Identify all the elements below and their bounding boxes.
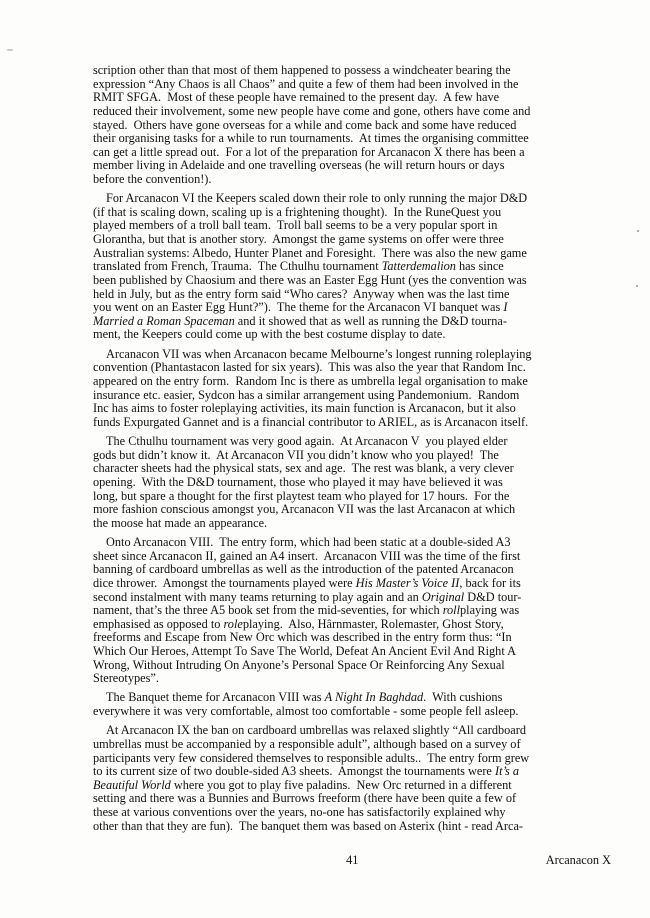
text-line: ment, the Keepers could come up with the best costume display to date. (93, 327, 446, 342)
paragraph (93, 435, 615, 530)
text-line: the moose hat made an appearance. (93, 515, 268, 530)
text-line: to its current size of two double-sided A3 sheets. Amongst the tournaments were It’s a (93, 764, 519, 779)
text-line: funds Expurgated Gannet and is a financial contributor to ARIEL, as is Arcanacon itself. (93, 414, 529, 429)
text-line: more fashion conscious amongst you, Arcanacon VII was the last Arcanacon at which (93, 502, 516, 517)
text-line: expression “Any Chaos is all Chaos” and quite a few of them had been involved in the (93, 76, 519, 91)
text-line: sheet since Arcanacon II, gained an A4 insert. Arcanacon VIII was the time of the first (93, 548, 521, 563)
text-line: their organising tasks for a while to run tournaments. At times the organising committee (93, 131, 529, 146)
text-line: played members of a troll ball team. Troll ball seems to be a very popular sport in (93, 218, 498, 233)
text-line: character sheets had the physical stats, sex and age. The rest was blank, a very clever (93, 461, 514, 476)
text-line: participants very few considered themselves to responsible adults.. The entry form grew (93, 750, 530, 765)
paragraph (93, 536, 615, 686)
paragraph (93, 724, 615, 833)
text-line: Onto Arcanacon VIII. The entry form, which had been static at a double-sided A3 (106, 535, 511, 549)
text-line: these at various conventions over the years, no-one has satisfactorily explained why (93, 805, 506, 820)
paragraph (93, 348, 615, 430)
paragraph (93, 192, 615, 342)
text-line: Which Our Heroes, Attempt To Save The World, Defeat An Ancient Evil And Right A (93, 644, 517, 658)
text-line: Australian systems: Albedo, Hunter Planet and Foresight. There was also the new game (93, 245, 527, 260)
scan-artifact (7, 49, 13, 51)
scan-artifact (636, 285, 638, 287)
text-line: The Banquet theme for Arcanacon VIII was A Night In Baghdad. With cushions (106, 690, 503, 705)
text-line: Wrong, Without Intruding On Anyone’s Personal Space Or Reinforcing Any Sexual (93, 657, 505, 672)
text-line: At Arcanacon IX the ban on cardboard umbrellas was relaxed slightly “All cardboard (106, 723, 526, 738)
text-line: opening. With the D&D tournament, those who played it may have believed it was (93, 474, 503, 489)
text-line: nament, that’s the three A5 book set from the mid-seventies, for which rollplaying was (93, 603, 520, 618)
text-line: RMIT SFGA. Most of these people have remained to the present day. A few have (93, 90, 500, 105)
text-line: you went on an Easter Egg Hunt?”). The theme for the Arcanacon VI banquet was I (93, 300, 508, 315)
text-line: can get a little spread out. For a lot of the preparation for Arcanacon X there has been a (93, 144, 525, 159)
paragraph (93, 691, 615, 718)
text-line: banning of cardboard umbrellas as well as the introduction of the patented Arcanacon (93, 562, 514, 577)
text-line: everywhere it was very comfortable, almost too comfortable - some people fell asleep. (93, 704, 519, 719)
text-line: long, but spare a thought for the first playtest team who played for 17 hours. For the (93, 488, 510, 503)
text-line: Married a Roman Spaceman and it showed that as well as running the D&D tourna- (93, 313, 507, 328)
text-line: before the convention!). (93, 172, 212, 186)
text-line: Arcanacon VII was when Arcanacon became Melbourne’s longest running roleplaying (106, 346, 532, 361)
text-line: The Cthulhu tournament was very good again. At Arcanacon V you played elder (106, 434, 508, 449)
page-footer (93, 853, 611, 869)
text-line: appeared on the entry form. Random Inc is there as umbrella legal organisation to make (93, 373, 528, 388)
text-line: Stereotypes”. (93, 671, 159, 686)
text-line: held in July, but as the entry form said “Who cares? Anyway when was the last time (93, 286, 510, 301)
text-line: other than that they are fun). The banquet them was based on Asterix (hint - read Arca- (93, 818, 524, 833)
text-line: dice thrower. Amongst the tournaments played were His Master’s Voice II, back for its (93, 575, 521, 590)
text-line: gods but didn’t know it. At Arcanacon VII you didn’t know who you played! The (93, 447, 499, 462)
text-line: emphasised as opposed to roleplaying. Also, Hârnmaster, Rolemaster, Ghost Story, (93, 616, 504, 631)
text-line: freeforms and Escape from New Orc which was described in the entry form thus: “In (93, 630, 512, 645)
text-line: member living in Adelaide and one travelling overseas (he will return hours or days (93, 158, 505, 173)
text-line: stayed. Others have gone overseas for a while and come back and some have reduced (93, 117, 517, 132)
text-block (93, 64, 615, 833)
text-line: Glorantha, but that is another story. Amongst the game systems on offer were three (93, 232, 504, 247)
text-line: Inc has aims to foster roleplaying activities, its main function is Arcanacon, but it also (93, 401, 516, 416)
running-title: Arcanacon X (545, 853, 611, 867)
text-line: Beautiful World where you got to play five paladins. New Orc returned in a different (93, 777, 512, 792)
paragraph (93, 64, 615, 187)
text-line: been published by Chaosium and there was an Easter Egg Hunt (yes the convention was (93, 272, 527, 287)
text-line: reduced their involvement, some new people have come and gone, others have come and (93, 103, 531, 118)
page-number: 41 (346, 853, 359, 867)
text-line: convention (Phantastacon lasted for six years). This was also the year that Random Inc. (93, 360, 526, 375)
text-line: umbrellas must be accompanied by a responsible adult”, although based on a survey of (93, 736, 521, 751)
text-line: (if that is scaling down, scaling up is a frightening thought). In the RuneQuest you (93, 204, 502, 219)
text-line: setting and there was a Bunnies and Burrows freeform (there have been quite a few of (93, 791, 517, 806)
text-line: insurance etc. easier, Sydcon has a similar arrangement using Pandemonium. Random (93, 387, 520, 402)
text-line: scription other than that most of them happened to possess a windcheater bearing the (93, 63, 511, 77)
text-line: second instalment with many teams returning to play again and an Original D&D tour- (93, 589, 522, 604)
scan-artifact (637, 230, 639, 232)
text-line: translated from French, Trauma. The Cthulhu tournament Tatterdemalion has since (93, 259, 504, 274)
text-line: For Arcanacon VI the Keepers scaled down their role to only running the major D&D (106, 191, 528, 206)
